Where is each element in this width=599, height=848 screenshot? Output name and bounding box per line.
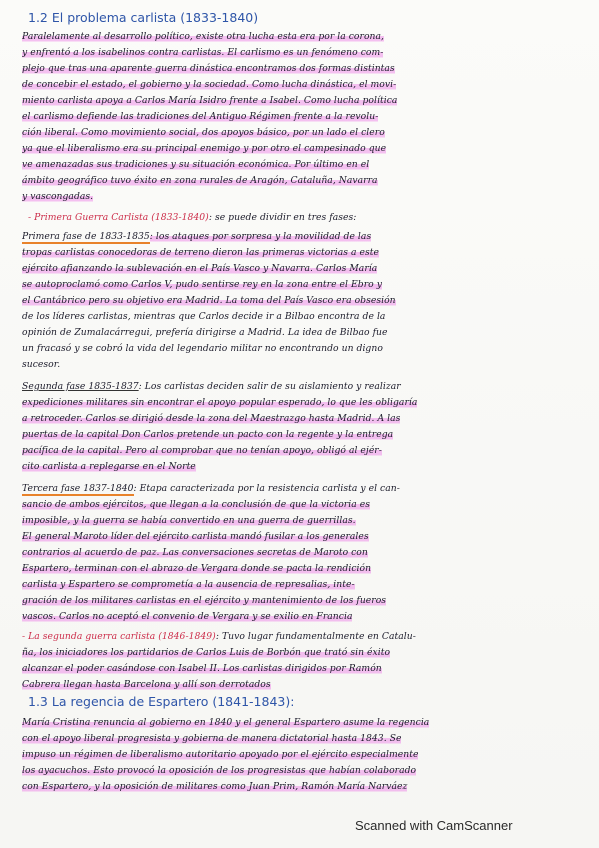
phase-line: Segunda fase 1835-1837: Los carlistas deciden salir de su aislamiento y realizar xyxy=(22,381,401,392)
phase-line: el Cantábrico pero su objetivo era Madrid. La toma del País Vasco era obsesión xyxy=(22,295,396,306)
paragraph-line: alcanzar el poder casándose con Isabel II. Los carlistas dirigidos por Ramón xyxy=(22,663,382,674)
phase-line: opinión de Zumalacárregui, prefería dirigirse a Madrid. La idea de Bilbao fue xyxy=(22,327,388,338)
phase-1-label: Primera fase de 1833-1835 xyxy=(22,231,150,242)
subheading-first-carlist-war xyxy=(28,211,584,226)
paragraph-line: el carlismo defiende las tradiciones del Antiguo Régimen frente a la revolu- xyxy=(22,111,379,122)
phase-line: Espartero, terminan con el abrazo de Vergara donde se pacta la rendición xyxy=(22,563,372,574)
phase-line: de los líderes carlistas, mientras que Carlos decide ir a Bilbao encontra de la xyxy=(22,311,386,322)
paragraph-line: impuso un régimen de liberalismo autoritario apoyado por el ejército especialmente xyxy=(22,749,419,760)
phase-line: cito carlista a replegarse en el Norte xyxy=(22,461,196,472)
paragraph-line: ámbito geográfico tuvo éxito en zona rurales de Aragón, Cataluña, Navarra xyxy=(22,175,378,186)
notebook-sheet xyxy=(22,8,590,720)
phase-line: un fracasó y se cobró la vida del legendario militar no encontrando un digno xyxy=(22,343,383,354)
paragraph-line: ve amenazadas sus tradiciones y su situación económica. Por último en el xyxy=(22,159,370,170)
phase-line: puertas de la capital Don Carlos pretende un pacto con la regente y la entrega xyxy=(22,429,394,440)
phase-3-label: Tercera fase 1837-1840 xyxy=(22,483,134,494)
phase-line: se autoproclamó como Carlos V, pudo sentirse rey en la zona entre el Ebro y xyxy=(22,279,382,290)
phase-line: ejército afianzando la sublevación en el País Vasco y Navarra. Carlos María xyxy=(22,263,378,274)
subheading-second-carlist-war: - La segunda guerra carlista (1846-1849): Tuvo lugar fundamentalmente en Catalu- xyxy=(22,631,416,642)
paragraph-line: María Cristina renuncia al gobierno en 1840 y el general Espartero asume la regencia xyxy=(22,717,430,728)
paragraph-line: ción liberal. Como movimiento social, dos apoyos básico, por un lado el clero xyxy=(22,127,385,138)
subheading-title: - Primera Guerra Carlista (1833-1840) xyxy=(28,212,209,223)
phase-line: carlista y Espartero se comprometía a la ausencia de represalias, inte- xyxy=(22,579,355,590)
paragraph-line: y vascongadas. xyxy=(22,191,94,202)
phase-line: Primera fase de 1833-1835: los ataques por sorpresa y la movilidad de las xyxy=(22,231,372,242)
phase-line: tropas carlistas conocedoras de terreno dieron las primeras victorias a este xyxy=(22,247,379,258)
paragraph-line: y enfrentó a los isabelinos contra carlistas. El carlismo es un fenómeno com- xyxy=(22,47,384,58)
subheading-note: : se puede dividir en tres fases: xyxy=(208,212,357,223)
scanner-watermark: Scanned with CamScanner xyxy=(355,818,513,833)
phase-line: sancio de ambos ejércitos, que llegan a la conclusión de que la victoria es xyxy=(22,499,370,510)
paragraph-line: ya que el liberalismo era su principal enemigo y por otro el campesinado que xyxy=(22,143,387,154)
phase-line: a retroceder. Carlos se dirigió desde la zona del Maestrazgo hasta Madrid. A las xyxy=(22,413,401,424)
section-heading-1-3: 1.3 La regencia de Espartero (1841-1843): xyxy=(28,694,295,709)
subheading-title: - La segunda guerra carlista (1846-1849) xyxy=(22,631,216,642)
paragraph-line: ña, los iniciadores los partidarios de Carlos Luis de Borbón que trató sin éxito xyxy=(22,647,391,658)
phase-line: El general Maroto líder del ejército carlista mandó fusilar a los generales xyxy=(22,531,369,542)
paragraph-line: Paralelamente al desarrollo político, existe otra lucha esta era por la corona, xyxy=(22,31,384,42)
paragraph-line: los ayacuchos. Esto provocó la oposición de los progresistas que habían colaborado xyxy=(22,765,417,776)
phase-line: gración de los militares carlistas en el ejército y mantenimiento de los fueros xyxy=(22,595,387,606)
phase-line: expediciones militares sin encontrar el apoyo popular esperado, lo que les obligaría xyxy=(22,397,418,408)
notebook-sheet-continued xyxy=(22,716,590,816)
phase-line: Tercera fase 1837-1840: Etapa caracterizada por la resistencia carlista y el can- xyxy=(22,483,400,494)
paragraph-line: miento carlista apoya a Carlos María Isidro frente a Isabel. Como lucha política xyxy=(22,95,398,106)
phase-line: sucesor. xyxy=(22,359,61,370)
phase-line: pacífica de la capital. Pero al comprobar que no tenían apoyo, obligó al ejér- xyxy=(22,445,382,456)
paragraph-line: con el apoyo liberal progresista y gobierna de manera dictatorial hasta 1843. Se xyxy=(22,733,402,744)
paragraph-line: de concebir el estado, el gobierno y la sociedad. Como lucha dinástica, el movi- xyxy=(22,79,397,90)
paragraph-line: Cabrera llegan hasta Barcelona y allí son derrotados xyxy=(22,679,271,690)
paragraph-line: plejo que tras una aparente guerra dinástica encontramos dos formas distintas xyxy=(22,63,395,74)
phase-line: imposible, y la guerra se había convertido en una guerra de guerrillas. xyxy=(22,515,356,526)
phase-2-label: Segunda fase 1835-1837 xyxy=(22,381,139,392)
section-heading-1-2: 1.2 El problema carlista (1833-1840) xyxy=(28,10,259,25)
paragraph-line: con Espartero, y la oposición de militares como Juan Prim, Ramón María Narváez xyxy=(22,781,408,792)
phase-line: vascos. Carlos no aceptó el convenio de Vergara y se exilio en Francia xyxy=(22,611,353,622)
phase-line: contrarios al acuerdo de paz. Las conversaciones secretas de Maroto con xyxy=(22,547,368,558)
